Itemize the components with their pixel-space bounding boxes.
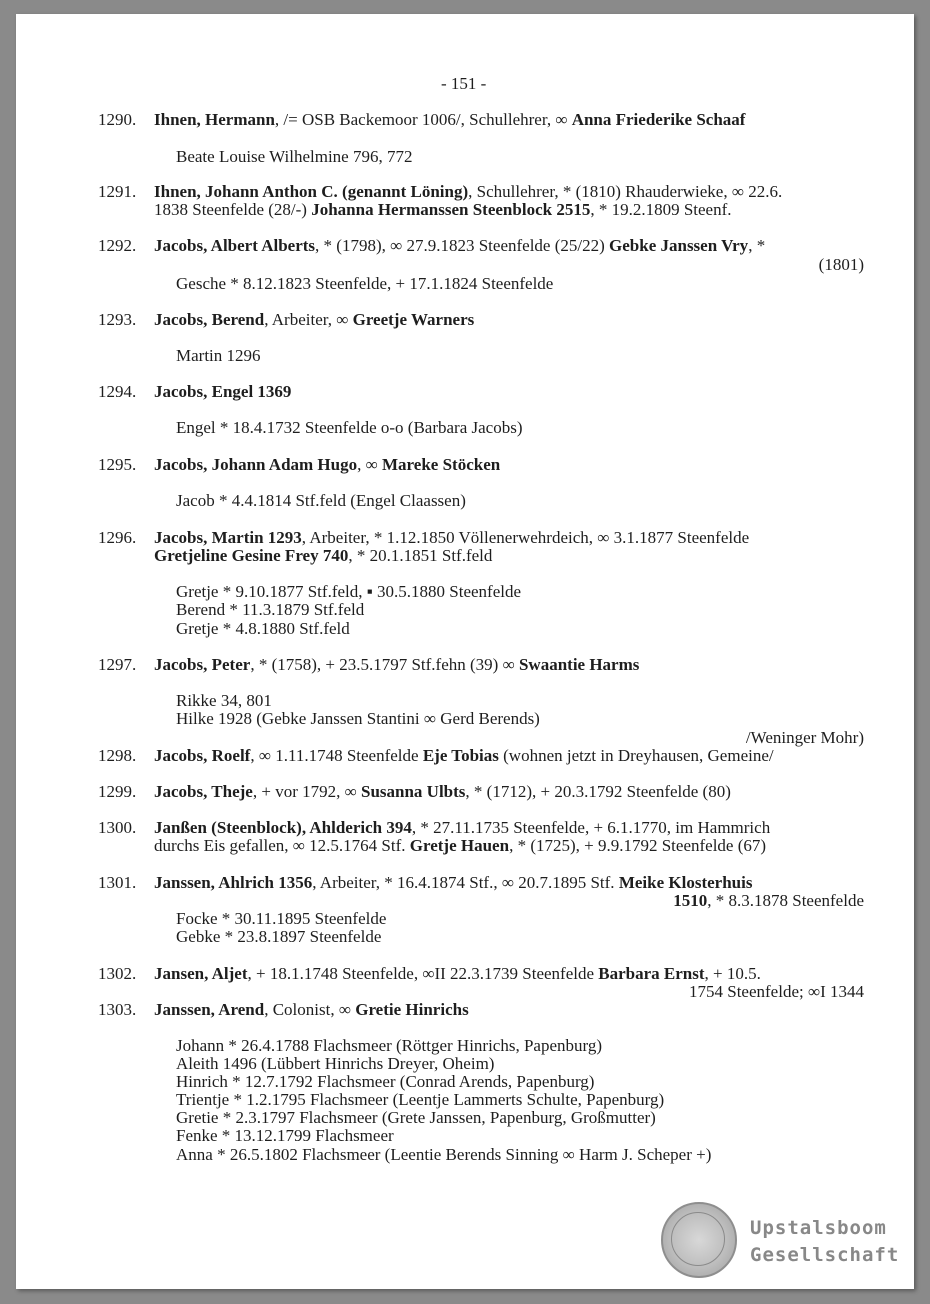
person-name: Anna Friederike Schaaf bbox=[571, 110, 746, 129]
child-line: Johann * 26.4.1788 Flachsmeer (Röttger Hinrichs, Papenburg) bbox=[176, 1036, 603, 1055]
entry-line bbox=[673, 891, 864, 910]
society-seal-icon bbox=[661, 1202, 737, 1278]
person-name: Greetje Warners bbox=[352, 310, 475, 329]
entry-line bbox=[154, 200, 732, 219]
entry-number: 1300. bbox=[98, 818, 137, 837]
entry-number: 1302. bbox=[98, 964, 137, 983]
person-name: Jacobs, Albert Alberts bbox=[154, 236, 316, 255]
entry-number: 1303. bbox=[98, 1000, 137, 1019]
entry-line bbox=[154, 236, 765, 255]
child-line: Beate Louise Wilhelmine 796, 772 bbox=[176, 147, 413, 166]
entry-text: (wohnen jetzt in Dreyhausen, Gemeine/ bbox=[498, 746, 774, 765]
document-page bbox=[16, 14, 914, 1289]
entry-line bbox=[154, 873, 752, 892]
person-name: Janssen, Arend bbox=[154, 1000, 265, 1019]
person-name: Jacobs, Peter bbox=[154, 655, 251, 674]
child-line: Martin 1296 bbox=[176, 346, 261, 365]
entry-text: 1754 Steenfelde; ∞I 1344 bbox=[689, 982, 864, 1001]
child-line: Focke * 30.11.1895 Steenfelde bbox=[176, 909, 387, 928]
child-line: Fenke * 13.12.1799 Flachsmeer bbox=[176, 1126, 394, 1145]
entry-line bbox=[154, 310, 474, 329]
child-line: Gretje * 9.10.1877 Stf.feld, ▪ 30.5.1880 Steenfelde bbox=[176, 582, 522, 601]
entry-text: , ∞ 1.11.1748 Steenfelde bbox=[250, 746, 423, 765]
entry-text: , * 27.11.1735 Steenfelde, + 6.1.1770, im Hammrich bbox=[411, 818, 771, 837]
entry-line bbox=[154, 455, 500, 474]
entry-number: 1290. bbox=[98, 110, 137, 129]
person-name: Gebke Janssen Vry bbox=[609, 236, 749, 255]
entry-number: 1299. bbox=[98, 782, 137, 801]
entry-number: 1296. bbox=[98, 528, 137, 547]
child-line: Jacob * 4.4.1814 Stf.feld (Engel Claassen) bbox=[176, 491, 466, 510]
entry-text: , * (1725), + 9.9.1792 Steenfelde (67) bbox=[509, 836, 767, 855]
person-name: Janssen, Ahlrich 1356 bbox=[154, 873, 313, 892]
entry-text: , * bbox=[748, 236, 766, 255]
entry-number: 1297. bbox=[98, 655, 137, 674]
person-name: Susanna Ulbts bbox=[360, 782, 466, 801]
child-line: Gretje * 4.8.1880 Stf.feld bbox=[176, 619, 350, 638]
person-name: Janßen (Steenblock), Ahlderich 394 bbox=[154, 818, 412, 837]
entry-text: , + vor 1792, ∞ bbox=[252, 782, 361, 801]
child-line: Berend * 11.3.1879 Stf.feld bbox=[176, 600, 365, 619]
entry-text: , /= OSB Backemoor 1006/, Schullehrer, ∞ bbox=[274, 110, 572, 129]
entry-line bbox=[154, 1000, 469, 1019]
entry-text: , * (1758), + 23.5.1797 Stf.fehn (39) ∞ bbox=[250, 655, 519, 674]
entry-text: , * 19.2.1809 Steenf. bbox=[590, 200, 732, 219]
entry-number: 1301. bbox=[98, 873, 137, 892]
entry-text: , + 18.1.1748 Steenfelde, ∞II 22.3.1739 Steenfelde bbox=[247, 964, 599, 983]
entry-text: , * (1712), + 20.3.1792 Steenfelde (80) bbox=[465, 782, 731, 801]
entry-text: , * (1798), ∞ 27.9.1823 Steenfelde (25/22) bbox=[315, 236, 610, 255]
person-name: Ihnen, Johann Anthon C. (genannt Löning) bbox=[154, 182, 469, 201]
person-name: Jacobs, Martin 1293 bbox=[154, 528, 302, 547]
person-name: Jacobs, Roelf bbox=[154, 746, 251, 765]
entry-text: , Schullehrer, * (1810) Rhauderwieke, ∞ 22.6. bbox=[468, 182, 783, 201]
child-line: Trientje * 1.2.1795 Flachsmeer (Leentje Lammerts Schulte, Papenburg) bbox=[176, 1090, 665, 1109]
person-name: Gretie Hinrichs bbox=[355, 1000, 469, 1019]
person-name: Mareke Stöcken bbox=[382, 455, 501, 474]
entry-text: 1838 Steenfelde (28/-) bbox=[154, 200, 312, 219]
person-name: Eje Tobias bbox=[422, 746, 499, 765]
person-name: 1510 bbox=[673, 891, 708, 910]
entry-text: , Arbeiter, * 16.4.1874 Stf., ∞ 20.7.1895 Stf. bbox=[312, 873, 619, 892]
entry-line bbox=[154, 818, 770, 837]
entry-line bbox=[154, 655, 639, 674]
entry-line bbox=[154, 528, 749, 547]
person-name: Jacobs, Berend bbox=[154, 310, 265, 329]
entry-text: , Arbeiter, * 1.12.1850 Völlenerwehrdeich, ∞ 3.1.1877 Steenfelde bbox=[301, 528, 750, 547]
page-number: - 151 - bbox=[441, 74, 487, 93]
entry-number: 1293. bbox=[98, 310, 137, 329]
person-name: Gretjeline Gesine Frey 740 bbox=[154, 546, 349, 565]
entry-text: , Arbeiter, ∞ bbox=[264, 310, 353, 329]
entry-text: , * 8.3.1878 Steenfelde bbox=[707, 891, 864, 910]
person-name: Jacobs, Engel 1369 bbox=[154, 382, 292, 401]
person-name: Jansen, Aljet bbox=[154, 964, 248, 983]
person-name: Jacobs, Johann Adam Hugo bbox=[154, 455, 358, 474]
entry-line bbox=[819, 255, 864, 274]
child-line: Hilke 1928 (Gebke Janssen Stantini ∞ Gerd Berends) bbox=[176, 709, 540, 728]
entry-line bbox=[746, 728, 864, 747]
person-name: Jacobs, Theje bbox=[154, 782, 253, 801]
entry-line bbox=[154, 782, 731, 801]
child-line: Gretie * 2.3.1797 Flachsmeer (Grete Janssen, Papenburg, Großmutter) bbox=[176, 1108, 656, 1127]
person-name: Ihnen, Hermann bbox=[154, 110, 275, 129]
child-line: Hinrich * 12.7.1792 Flachsmeer (Conrad Arends, Papenburg) bbox=[176, 1072, 595, 1091]
person-name: Meike Klosterhuis bbox=[618, 873, 753, 892]
person-name: Barbara Ernst bbox=[598, 964, 705, 983]
entry-text: durchs Eis gefallen, ∞ 12.5.1764 Stf. bbox=[154, 836, 410, 855]
child-line: Rikke 34, 801 bbox=[176, 691, 272, 710]
entry-line bbox=[154, 182, 782, 201]
entry-number: 1292. bbox=[98, 236, 137, 255]
entry-number: 1298. bbox=[98, 746, 137, 765]
entry-text: (1801) bbox=[818, 255, 864, 274]
entry-number: 1295. bbox=[98, 455, 137, 474]
child-line: Gebke * 23.8.1897 Steenfelde bbox=[176, 927, 382, 946]
child-line: Aleith 1496 (Lübbert Hinrichs Dreyer, Oheim) bbox=[176, 1054, 495, 1073]
logo-line-2: Gesellschaft bbox=[750, 1244, 900, 1266]
entry-line bbox=[154, 746, 774, 765]
entry-line bbox=[154, 836, 766, 855]
entry-line bbox=[154, 964, 761, 983]
person-name: Gretje Hauen bbox=[409, 836, 510, 855]
entry-text: , ∞ bbox=[357, 455, 382, 474]
entry-number: 1291. bbox=[98, 182, 137, 201]
person-name: Swaantie Harms bbox=[518, 655, 640, 674]
child-line: Gesche * 8.12.1823 Steenfelde, + 17.1.1824 Steenfelde bbox=[176, 274, 554, 293]
person-name: Johanna Hermanssen Steenblock 2515 bbox=[311, 200, 591, 219]
logo-line-1: Upstalsboom bbox=[750, 1217, 887, 1239]
entry-text: , + 10.5. bbox=[704, 964, 761, 983]
entry-line bbox=[154, 110, 745, 129]
entry-text: , Colonist, ∞ bbox=[264, 1000, 356, 1019]
child-line: Anna * 26.5.1802 Flachsmeer (Leentie Berends Sinning ∞ Harm J. Scheper +) bbox=[176, 1145, 712, 1164]
entry-line bbox=[154, 382, 291, 401]
entry-number: 1294. bbox=[98, 382, 137, 401]
entry-line bbox=[689, 982, 864, 1001]
child-line: Engel * 18.4.1732 Steenfelde o-o (Barbara Jacobs) bbox=[176, 418, 523, 437]
entry-line bbox=[154, 546, 492, 565]
entry-text: /Weninger Mohr) bbox=[745, 728, 864, 747]
entry-text: , * 20.1.1851 Stf.feld bbox=[348, 546, 493, 565]
